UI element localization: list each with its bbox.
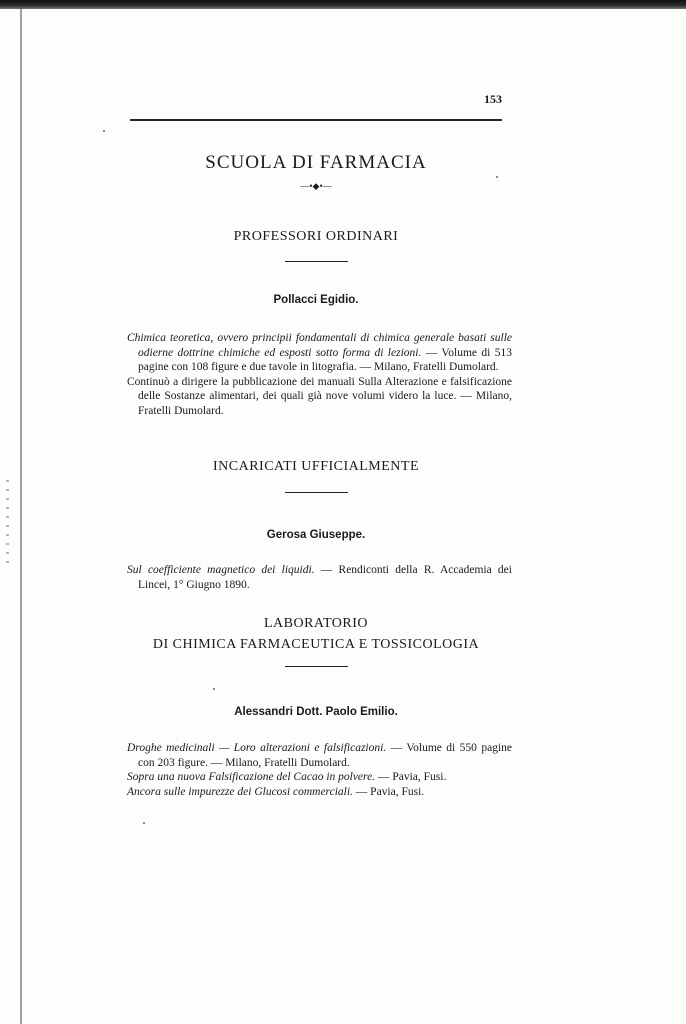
section-subheading-laboratorio: DI CHIMICA FARMACEUTICA E TOSSICOLOGIA — [152, 637, 480, 652]
bibliography-gerosa — [127, 563, 512, 592]
section-heading-laboratorio: LABORATORIO — [263, 616, 369, 631]
bibliography-entry — [127, 375, 512, 419]
header-rule — [130, 119, 502, 121]
section-heading-incaricati: INCARICATI UFFICIALMENTE — [212, 459, 420, 474]
scan-speck — [103, 130, 105, 132]
page-title: SCUOLA DI FARMACIA — [205, 152, 427, 173]
scan-margin-marks — [6, 480, 9, 570]
person-name-pollacci: Pollacci Egidio. — [273, 294, 359, 306]
scan-speck — [496, 176, 498, 178]
entry-details: — Volume di 550 pagine con 203 figure. — Milano, Fratelli Dumolard. — [138, 742, 512, 769]
bibliography-entry — [127, 563, 512, 592]
entry-work-title: Droghe medicinali — Loro alterazioni e falsificazioni. — [127, 742, 387, 754]
scan-speck — [213, 688, 215, 690]
bibliography-entry — [127, 741, 512, 770]
bibliography-entry — [127, 770, 512, 785]
section-rule-ordinari — [285, 261, 348, 262]
bibliography-entry — [127, 785, 512, 800]
entry-work-title: Sul coefficiente magnetico dei liquidi. — [127, 564, 315, 576]
entry-details: Continuò a dirigere la pubblicazione dei manuali Sulla Alterazione e falsificazione delle Sostanze alimentari, dei quali già nove volumi videro la luce. — Milano, Fratelli Dumolard. — [127, 375, 512, 417]
entry-work-title: Sopra una nuova Falsificazione del Cacao in polvere. — [127, 771, 376, 783]
title-ornament: —•◆•— — [300, 181, 332, 191]
person-name-gerosa: Gerosa Giuseppe. — [266, 529, 366, 541]
scan-binding-edge — [20, 8, 22, 1024]
person-name-alessandri: Alessandri Dott. Paolo Emilio. — [234, 706, 398, 718]
entry-details: — Volume di 513 pagine con 108 figure e due tavole in litografia. — Milano, Fratelli Dumolard. — [138, 346, 512, 373]
bibliography-entry — [127, 331, 512, 375]
section-rule-laboratorio — [285, 666, 348, 667]
entry-details: — Rendiconti della R. Accademia dei Lincei, 1° Giugno 1890. — [138, 564, 512, 591]
entry-details: — Pavia, Fusi. — [375, 771, 447, 783]
entry-work-title: Ancora sulle impurezze dei Glucosi commerciali. — [127, 785, 353, 798]
scan-speck — [143, 822, 145, 824]
page-number: 153 — [484, 92, 502, 106]
section-rule-incaricati — [285, 492, 348, 493]
bibliography-pollacci — [127, 331, 512, 418]
entry-work-title: Chimica teoretica, ovvero principii fondamentali di chimica generale basati sulle odierne dottrine chimiche ed esposti sotto forma di lezioni. — [127, 332, 512, 359]
bibliography-alessandri — [127, 741, 512, 799]
scan-top-edge — [0, 0, 686, 9]
entry-details: — Pavia, Fusi. — [352, 785, 425, 798]
section-heading-ordinari: PROFESSORI ORDINARI — [233, 229, 399, 244]
